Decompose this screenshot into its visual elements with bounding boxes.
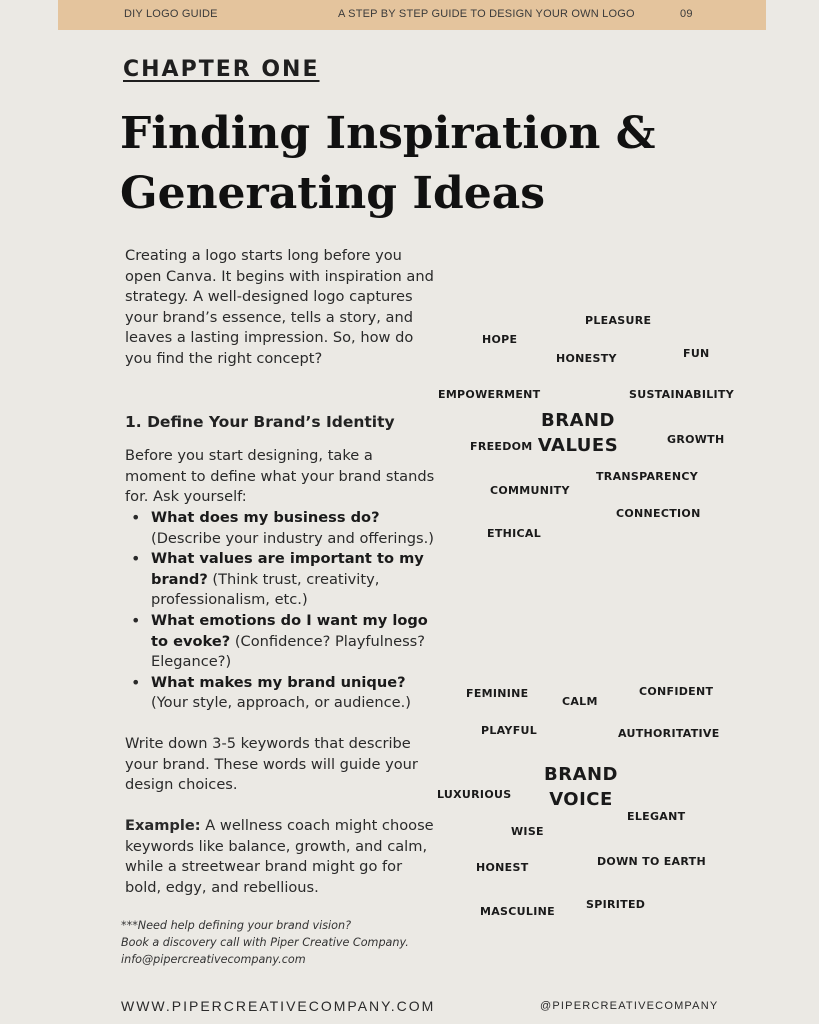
page-title-line-1: Finding Inspiration & — [120, 108, 656, 159]
question-item — [131, 549, 436, 611]
value-word: FUN — [683, 347, 710, 360]
voice-word: MASCULINE — [480, 905, 555, 918]
question-item — [131, 673, 436, 714]
voice-word: SPIRITED — [586, 898, 646, 911]
value-word: EMPOWERMENT — [438, 388, 541, 401]
brand-voice-title-line-2: VOICE — [549, 789, 613, 810]
value-word: PLEASURE — [585, 314, 652, 327]
question-detail: (Describe your industry and offerings.) — [151, 529, 434, 547]
page-number: 09 — [680, 8, 693, 20]
question-detail: (Your style, approach, or audience.) — [151, 694, 411, 712]
footer-social-handle[interactable]: @PIPERCREATIVECOMPANY — [540, 1000, 719, 1012]
voice-word: AUTHORITATIVE — [618, 727, 720, 740]
brand-voice-title — [537, 762, 625, 812]
voice-word: CALM — [562, 695, 598, 708]
question-detail: (Confidence? Playfulness? Elegance?) — [151, 632, 426, 671]
voice-word: WISE — [511, 825, 544, 838]
page-title-line-2: Generating Ideas — [120, 168, 545, 219]
value-word: GROWTH — [667, 433, 725, 446]
question-bold: What values are important to my brand? — [151, 550, 424, 588]
value-word: ETHICAL — [487, 527, 542, 540]
header-guide-subtitle: A STEP BY STEP GUIDE TO DESIGN YOUR OWN LOGO — [338, 8, 635, 20]
chapter-label: CHAPTER ONE — [123, 57, 320, 82]
page-title — [120, 104, 760, 224]
value-word: SUSTAINABILITY — [629, 388, 734, 401]
voice-word: PLAYFUL — [481, 724, 538, 737]
question-item — [131, 508, 436, 549]
voice-word: ELEGANT — [627, 810, 686, 823]
voice-word: HONEST — [476, 861, 529, 874]
page-header-bar — [58, 0, 766, 30]
header-guide-name: DIY LOGO GUIDE — [124, 8, 218, 20]
example-text: A wellness coach might choose keywords like balance, growth, and calm, while a streetwear brand might go for bold, edgy, and rebellious. — [125, 817, 434, 896]
example-label: Example: — [125, 817, 201, 834]
voice-word: CONFIDENT — [639, 685, 714, 698]
brand-values-title — [532, 408, 624, 458]
question-detail: (Think trust, creativity, professionalism, etc.) — [151, 570, 380, 609]
question-bold: What emotions do I want my logo to evoke? — [151, 611, 428, 650]
note-line-1: ***Need help defining your brand vision? — [121, 919, 352, 932]
intro-paragraph: Creating a logo starts long before you open Canva. It begins with inspiration and strategy. A well-designed logo captures your brand’s essence, tells a story, and leaves a lasting impression. So, how do you find the right concept? — [125, 247, 434, 367]
question-list — [131, 508, 436, 714]
question-item — [131, 611, 436, 673]
section-intro-paragraph: Before you start designing, take a moment to define what your brand stands for. Ask yourself: — [125, 447, 435, 506]
value-word: FREEDOM — [470, 440, 533, 453]
question-bold: What does my business do? — [151, 509, 380, 526]
question-bold: What makes my brand unique? — [151, 673, 406, 691]
note-line-2: Book a discovery call with Piper Creative Company. — [121, 936, 409, 949]
voice-word: FEMININE — [466, 687, 529, 700]
value-word: HONESTY — [556, 352, 617, 365]
brand-values-title-line-2: VALUES — [537, 435, 619, 456]
brand-values-title-line-1: BRAND — [540, 410, 616, 431]
value-word: COMMUNITY — [490, 484, 570, 497]
keywords-paragraph: Write down 3-5 keywords that describe your brand. These words will guide your design choices. — [125, 735, 418, 794]
voice-word: DOWN TO EARTH — [597, 855, 706, 868]
brand-voice-title-line-1: BRAND — [543, 764, 619, 785]
example-paragraph — [125, 816, 435, 898]
value-word: HOPE — [482, 333, 518, 346]
value-word: TRANSPARENCY — [596, 470, 699, 483]
discovery-call-note — [121, 917, 441, 968]
value-word: CONNECTION — [616, 507, 701, 520]
note-email[interactable]: info@pipercreativecompany.com — [121, 953, 306, 966]
section-heading: 1. Define Your Brand’s Identity — [125, 413, 395, 431]
voice-word: LUXURIOUS — [437, 788, 512, 801]
footer-website-link[interactable]: WWW.PIPERCREATIVECOMPANY.COM — [121, 998, 436, 1014]
